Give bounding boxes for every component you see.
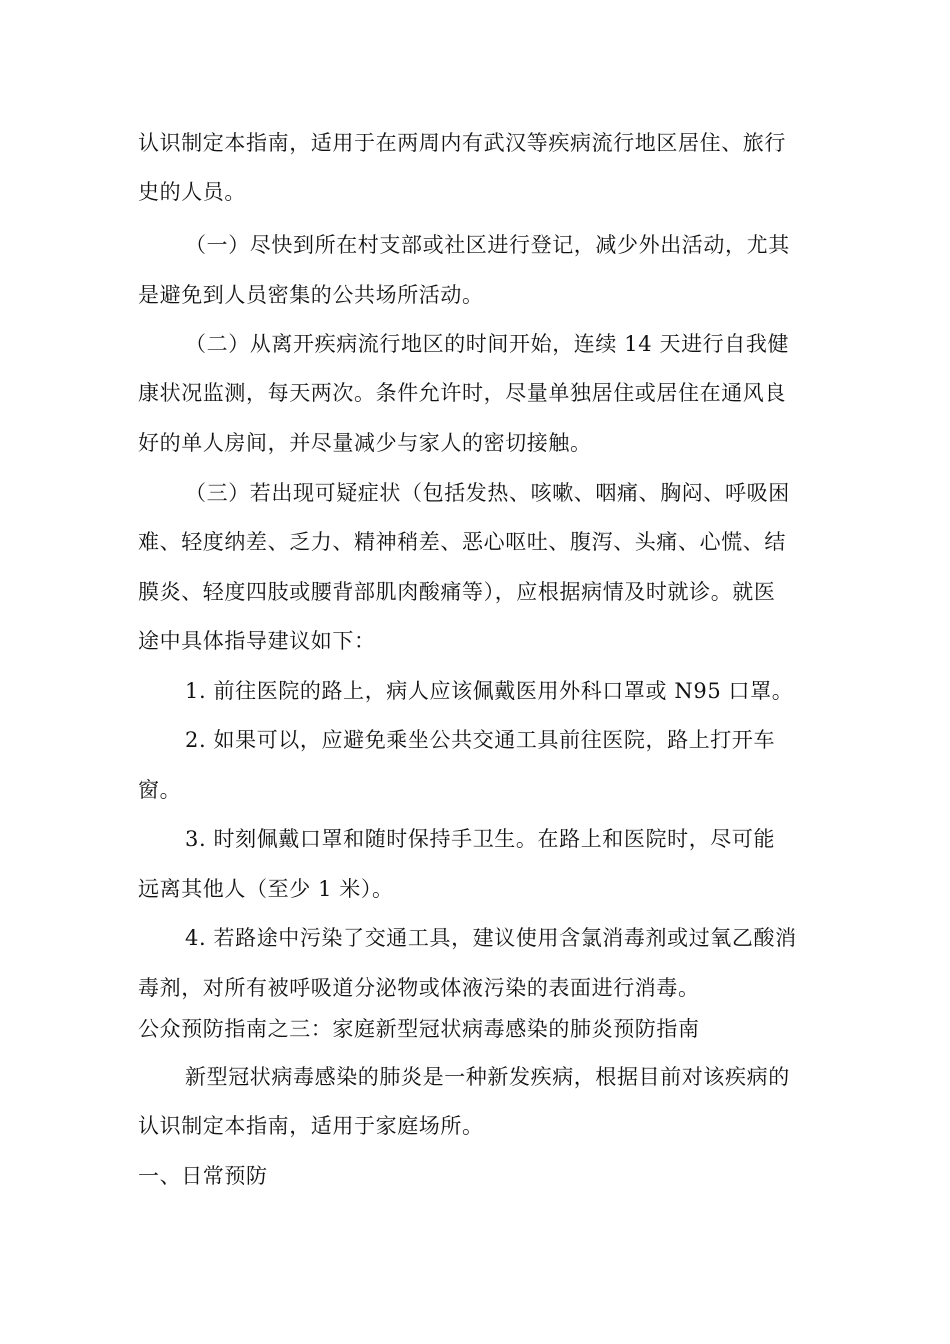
numbered-step-1: 1. 前往医院的路上，病人应该佩戴医用外科口罩或 N95 口罩。: [185, 679, 794, 703]
numbered-step-4: 4. 若路途中污染了交通工具，建议使用含氯消毒剂或过氧乙酸消: [185, 926, 797, 950]
numbered-step-2: 2. 如果可以，应避免乘坐公共交通工具前往医院，路上打开车: [185, 728, 776, 752]
list-item-2-line: 康状况监测，每天两次。条件允许时，尽量单独居住或居住在通风良: [138, 381, 786, 405]
numbered-step-2-continued: 窗。: [138, 778, 182, 802]
numbered-step-3-continued: 远离其他人（至少 1 米）。: [138, 877, 394, 901]
list-item-2-line: （二）从离开疾病流行地区的时间开始，连续 14 天进行自我健: [185, 332, 790, 356]
numbered-step-3: 3. 时刻佩戴口罩和随时保持手卫生。在路上和医院时，尽可能: [185, 827, 776, 851]
list-item-1-line: （一）尽快到所在村支部或社区进行登记，减少外出活动，尤其: [185, 233, 790, 257]
subsection-heading: 一、日常预防: [138, 1164, 268, 1188]
intro-paragraph-line: 新型冠状病毒感染的肺炎是一种新发疾病，根据目前对该疾病的: [185, 1065, 790, 1089]
body-text-line: 史的人员。: [138, 180, 246, 204]
body-text-line: 认识制定本指南，适用于在两周内有武汉等疾病流行地区居住、旅行: [138, 131, 786, 155]
numbered-step-4-continued: 毒剂，对所有被呼吸道分泌物或体液污染的表面进行消毒。: [138, 976, 700, 1000]
list-item-2-line: 好的单人房间，并尽量减少与家人的密切接触。: [138, 431, 592, 455]
list-item-3-line: （三）若出现可疑症状（包括发热、咳嗽、咽痛、胸闷、呼吸困: [185, 481, 790, 505]
list-item-1-line: 是避免到人员密集的公共场所活动。: [138, 283, 484, 307]
list-item-3-line: 途中具体指导建议如下：: [138, 629, 376, 653]
intro-paragraph-line: 认识制定本指南，适用于家庭场所。: [138, 1114, 484, 1138]
list-item-3-line: 难、轻度纳差、乏力、精神稍差、恶心呕吐、腹泻、头痛、心慌、结: [138, 530, 786, 554]
list-item-3-line: 膜炎、轻度四肢或腰背部肌肉酸痛等），应根据病情及时就诊。就医: [138, 580, 776, 604]
section-title: 公众预防指南之三：家庭新型冠状病毒感染的肺炎预防指南: [138, 1017, 700, 1041]
